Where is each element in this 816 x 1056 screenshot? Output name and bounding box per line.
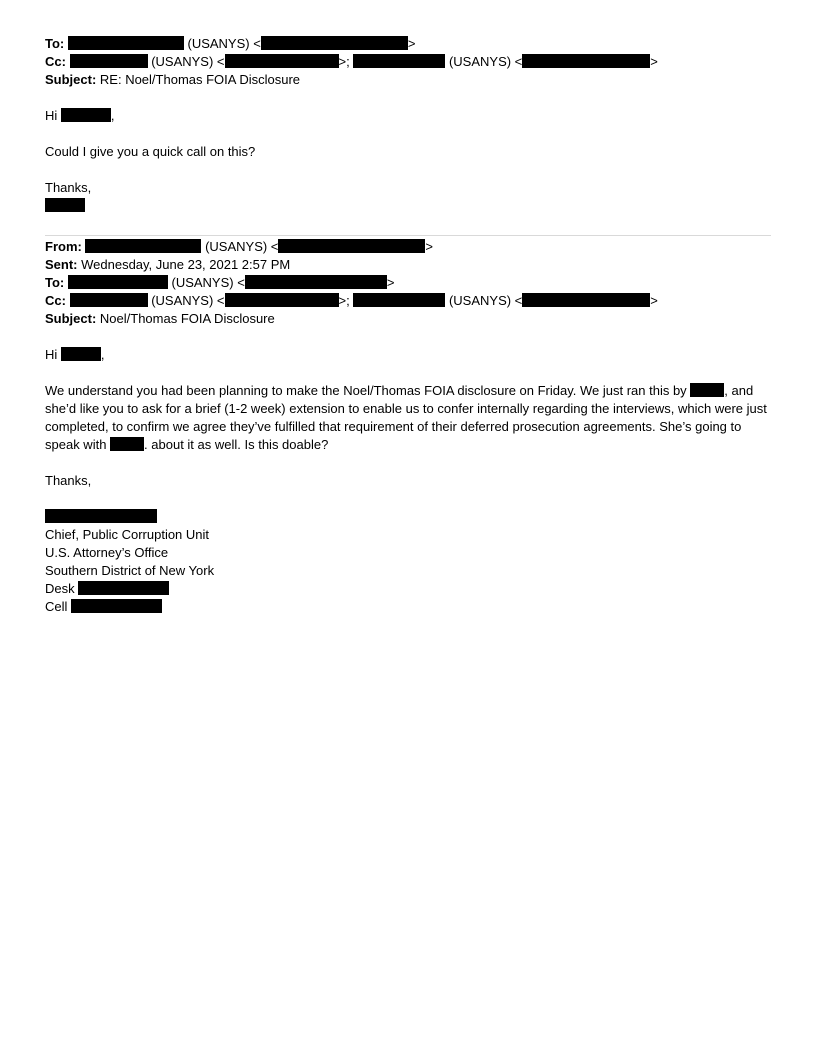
reply-greeting — [45, 107, 775, 125]
to-close: > — [386, 275, 395, 290]
to-line — [45, 274, 775, 292]
redaction — [261, 36, 408, 50]
cc-line — [45, 292, 775, 310]
redaction — [225, 54, 339, 68]
redaction — [85, 239, 201, 253]
message-divider — [45, 235, 771, 236]
cc-org: (USANYS) < — [147, 293, 225, 308]
cc-separator: >; — [338, 54, 354, 69]
cc-separator: >; — [338, 293, 354, 308]
to-org: (USANYS) < — [183, 36, 261, 51]
reply-message — [45, 35, 775, 215]
from-close: > — [425, 239, 433, 254]
cell-label: Cell — [45, 599, 72, 614]
redaction — [522, 54, 650, 68]
message-body — [45, 382, 775, 454]
redaction — [245, 275, 387, 289]
redaction — [522, 293, 650, 307]
subject-label: Subject: — [45, 72, 97, 87]
to-org: (USANYS) < — [167, 275, 245, 290]
sent-label: Sent: — [45, 257, 78, 272]
signature-office: U.S. Attorney’s Office — [45, 545, 169, 560]
original-message — [45, 238, 775, 616]
redaction — [61, 108, 111, 122]
sent-line — [45, 256, 775, 274]
reply-signature — [45, 197, 775, 215]
greeting — [45, 346, 775, 364]
to-close: > — [407, 36, 416, 51]
redaction — [110, 437, 144, 451]
greeting-text: Hi — [45, 347, 61, 362]
cc-org: (USANYS) < — [445, 293, 523, 308]
greeting-comma: , — [110, 108, 115, 123]
cc-close: > — [650, 293, 658, 308]
subject-text: Noel/Thomas FOIA Disclosure — [96, 311, 275, 326]
signature-desk — [45, 580, 775, 598]
subject-label: Subject: — [45, 311, 97, 326]
cc-label: Cc: — [45, 293, 66, 308]
reply-to-line — [45, 35, 775, 53]
redaction — [71, 599, 162, 613]
subject-line — [45, 310, 775, 328]
redaction — [353, 54, 445, 68]
reply-subject-line — [45, 71, 775, 89]
redaction — [61, 347, 101, 361]
redaction — [78, 581, 169, 595]
cc-label: Cc: — [45, 54, 66, 69]
subject-text: RE: Noel/Thomas FOIA Disclosure — [96, 72, 301, 87]
reply-signoff: Thanks, — [45, 180, 92, 195]
to-label: To: — [45, 36, 65, 51]
reply-body: Could I give you a quick call on this? — [45, 144, 256, 159]
from-label: From: — [45, 239, 82, 254]
redaction — [70, 293, 148, 307]
desk-label: Desk — [45, 581, 79, 596]
signature-name — [45, 508, 775, 526]
body-text: . about it as well. Is this doable? — [144, 437, 329, 452]
reply-cc-line — [45, 53, 775, 71]
from-org: (USANYS) < — [201, 239, 279, 254]
redaction — [45, 198, 85, 212]
cc-org: (USANYS) < — [147, 54, 225, 69]
redaction — [68, 36, 184, 50]
redaction — [690, 383, 724, 397]
body-text: We understand you had been planning to make the Noel/Thomas FOIA disclosure on Friday. We just ran this by — [45, 383, 691, 398]
redaction — [68, 275, 168, 289]
greeting-comma: , — [100, 347, 105, 362]
greeting-text: Hi — [45, 108, 61, 123]
body-text: , and she’d like you to ask for a brief (1-2 week) extension to enable us to confer internally regarding the interviews, which were just completed, to confirm we agree they’ve fulfilled that requirement of their deferred prosecution agreements. She’s going to speak with — [45, 383, 767, 452]
redaction — [70, 54, 148, 68]
redaction — [45, 509, 157, 523]
from-line — [45, 238, 775, 256]
cc-org: (USANYS) < — [445, 54, 523, 69]
cc-close: > — [650, 54, 658, 69]
signature-cell — [45, 598, 775, 616]
signoff: Thanks, — [45, 473, 92, 488]
signature-title: Chief, Public Corruption Unit — [45, 527, 210, 542]
redaction — [278, 239, 425, 253]
to-label: To: — [45, 275, 65, 290]
sent-date: Wednesday, June 23, 2021 2:57 PM — [77, 257, 291, 272]
redaction — [353, 293, 445, 307]
signature-district: Southern District of New York — [45, 563, 215, 578]
redaction — [225, 293, 339, 307]
